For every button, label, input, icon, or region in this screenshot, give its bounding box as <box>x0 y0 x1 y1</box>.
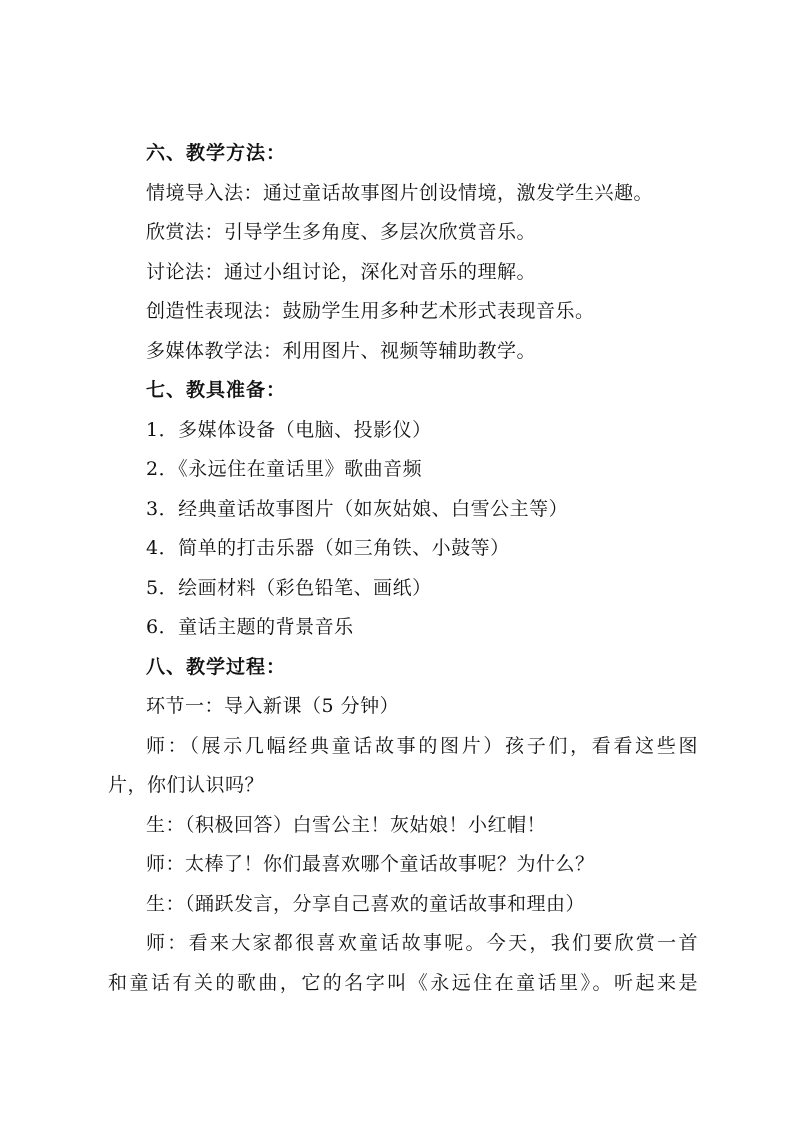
method-item: 多媒体教学法：利用图片、视频等辅助教学。 <box>146 339 537 362</box>
aid-item: 5．绘画材料（彩色铅笔、画纸） <box>146 576 432 599</box>
dialogue-line: 师：（展示几幅经典童话故事的图片）孩子们，看看这些图 <box>146 734 698 757</box>
aid-item: 4．简单的打击乐器（如三角铁、小鼓等） <box>146 537 510 559</box>
aid-item: 3．经典童话故事图片（如灰姑娘、白雪公主等） <box>146 497 569 520</box>
dialogue-line: 片，你们认识吗？ <box>108 774 265 796</box>
method-item: 创造性表现法：鼓励学生用多种艺术形式表现音乐。 <box>146 300 595 322</box>
method-item: 欣赏法：引导学生多角度、多层次欣赏音乐。 <box>146 221 537 243</box>
section-heading-teaching-process: 八、教学过程： <box>146 655 287 678</box>
section-heading-teaching-aids: 七、教具准备： <box>146 379 287 401</box>
aid-item: 1．多媒体设备（电脑、投影仪） <box>146 418 432 441</box>
dialogue-line: 生：（踊跃发言，分享自己喜欢的童话故事和理由） <box>146 892 586 915</box>
document-body <box>108 134 698 1003</box>
dialogue-line: 和童话有关的歌曲，它的名字叫《永远住在童话里》。听起来是 <box>108 971 698 994</box>
dialogue-line: 师：太棒了！你们最喜欢哪个童话故事呢？为什么？ <box>146 853 595 875</box>
step-title: 环节一：导入新课（5 分钟） <box>146 695 400 717</box>
method-item: 情境导入法：通过童话故事图片创设情境，激发学生兴趣。 <box>146 181 654 204</box>
dialogue-line: 师：看来大家都很喜欢童话故事呢。今天，我们要欣赏一首 <box>146 932 698 954</box>
aid-item: 6．童话主题的背景音乐 <box>146 616 354 638</box>
dialogue-line: 生：（积极回答）白雪公主！灰姑娘！小红帽！ <box>146 813 547 836</box>
section-heading-teaching-methods: 六、教学方法： <box>146 142 287 164</box>
method-item: 讨论法：通过小组讨论，深化对音乐的理解。 <box>146 260 537 283</box>
aid-item: 2．《永远住在童话里》歌曲音频 <box>146 458 423 480</box>
